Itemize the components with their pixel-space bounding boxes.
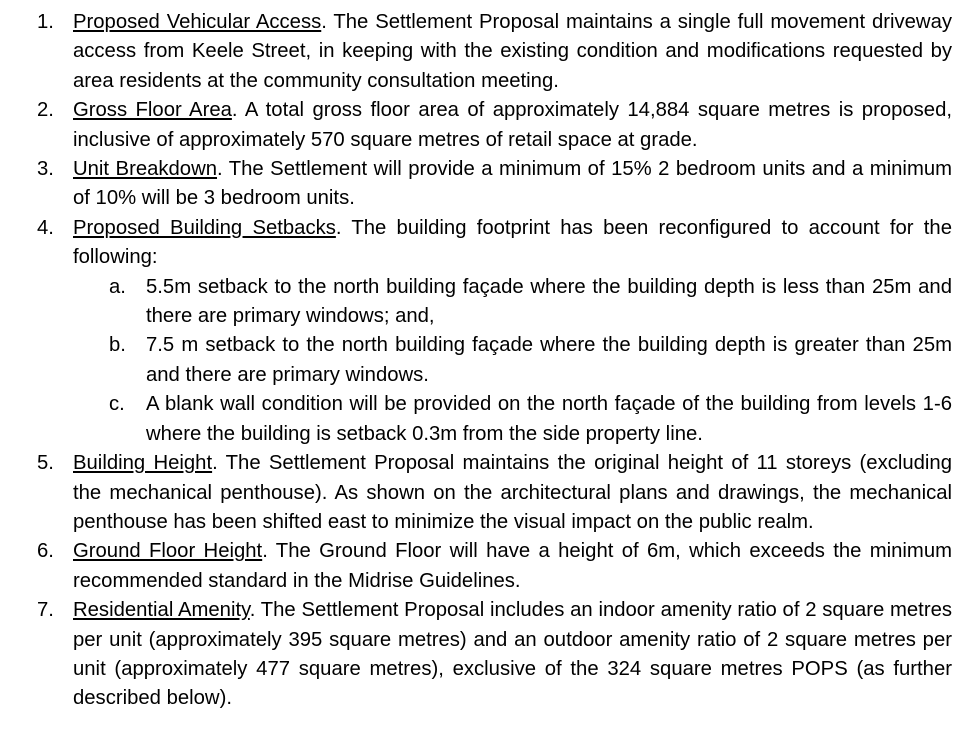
item-heading: Proposed Building Setbacks	[73, 216, 336, 239]
item-heading: Residential Amenity	[73, 599, 250, 622]
item-text: . The building footprint has been reconfigured to account for the following:	[73, 216, 952, 269]
item-heading: Ground Floor Height	[73, 540, 263, 563]
list-item-5	[0, 449, 954, 537]
sub-item-text: 7.5 m setback to the north building façade where the building depth is greater than 25m and there are primary windows.	[146, 334, 952, 386]
item-number: 7.	[37, 599, 54, 622]
list-item-6	[0, 537, 954, 596]
sub-item-letter: b.	[109, 334, 126, 357]
sub-item-c	[73, 390, 952, 449]
item-text: . The Settlement Proposal includes an indoor amenity ratio of 2 square metres per unit (approximately 395 square metres) and an outdoor amenity ratio of 2 square metres per unit (approximately 477 square metres), exclusive of the 324 square metres POPS (as further described below).	[73, 599, 952, 710]
sub-item-text: 5.5m setback to the north building façade where the building depth is less than 25m and there are primary windows; and,	[146, 275, 952, 328]
item-text: . The Settlement Proposal maintains a single full movement driveway access from Keele Street, in keeping with the existing condition and modifications requested by area residents at the community consultation meeting.	[73, 11, 952, 92]
item-heading: Proposed Vehicular Access	[73, 11, 322, 33]
item-heading: Building Height	[73, 452, 213, 475]
numbered-list	[0, 8, 954, 714]
list-item-1	[0, 8, 954, 96]
item-number: 2.	[37, 99, 54, 122]
sub-item-letter: a.	[109, 275, 126, 298]
item-number: 5.	[37, 452, 54, 475]
item-heading: Gross Floor Area	[73, 99, 232, 122]
sub-item-letter: c.	[109, 393, 125, 416]
item-number: 3.	[37, 158, 54, 181]
sub-item-text: A blank wall condition will be provided on the north façade of the building from levels 1-6 where the building is setback 0.3m from the side property line.	[146, 393, 952, 445]
sub-item-b	[73, 331, 952, 390]
item-intro	[37, 214, 952, 273]
list-item-3	[0, 155, 954, 214]
item-heading: Unit Breakdown	[73, 158, 218, 181]
item-text: . The Settlement will provide a minimum of 15% 2 bedroom units and a minimum of 10% will be 3 bedroom units.	[73, 158, 953, 210]
item-number: 4.	[37, 216, 54, 239]
item-text: . A total gross floor area of approximately 14,884 square metres is proposed, inclusive of approximately 570 square metres of retail space at grade.	[73, 99, 953, 151]
item-text: . The Settlement Proposal maintains the original height of 11 storeys (excluding the mechanical penthouse). As shown on the architectural plans and drawings, the mechanical penthouse has been shifted east to minimize the visual impact on the public realm.	[73, 452, 952, 533]
list-item-7	[0, 596, 954, 714]
list-item-2	[0, 96, 954, 155]
item-number: 6.	[37, 540, 54, 563]
sub-item-a	[73, 273, 952, 332]
item-text: . The Ground Floor will have a height of 6m, which exceeds the minimum recommended standard in the Midrise Guidelines.	[73, 540, 953, 592]
item-number: 1.	[37, 11, 54, 33]
list-item-4	[0, 214, 954, 449]
